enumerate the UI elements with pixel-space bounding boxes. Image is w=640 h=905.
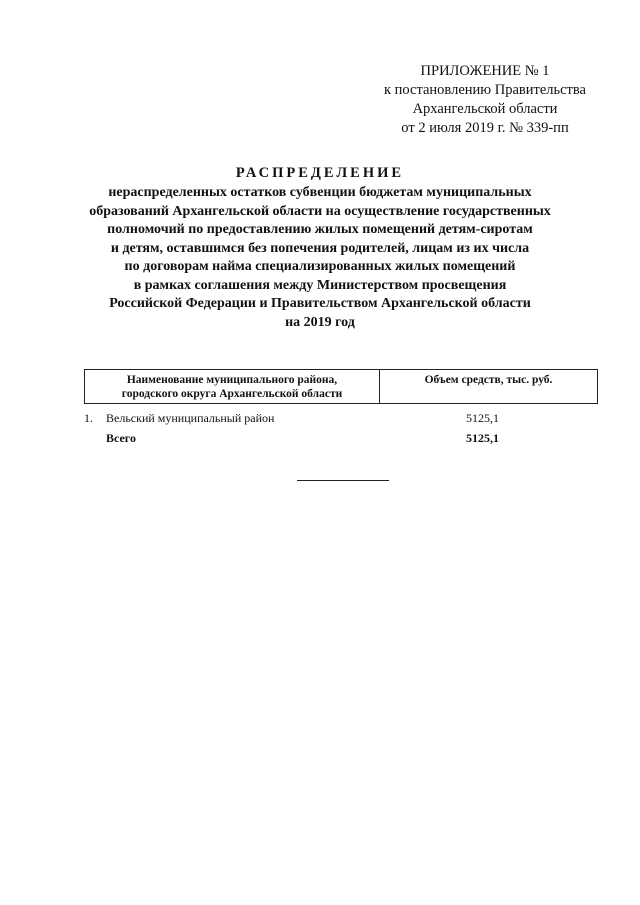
column-header-line: городского округа Архангельской области <box>121 388 343 400</box>
column-header-amount <box>380 370 598 404</box>
subtitle-line: нераспределенных остатков субвенции бюджетам муниципальных <box>108 185 532 200</box>
subtitle-line: полномочий по предоставлению жилых помещений детям-сиротам <box>107 222 533 237</box>
row-amount: 5125,1 <box>466 411 499 425</box>
row-number: 1. <box>84 411 93 425</box>
subtitle-line: в рамках соглашения между Министерством просвещения <box>133 277 507 293</box>
subtitle-line: по договорам найма специализированных жилых помещений <box>124 259 516 274</box>
subtitle-line: на 2019 год <box>285 314 355 330</box>
subtitle-line: и детям, оставшимся без попечения родителей, лицам из их числа <box>110 240 530 256</box>
document-subtitle <box>60 184 580 332</box>
subtitle-line: Российской Федерации и Правительством Архангельской области <box>109 296 531 311</box>
annex-title: ПРИЛОЖЕНИЕ № 1 <box>420 63 550 79</box>
annex-header <box>360 62 610 138</box>
document-title: РАСПРЕДЕЛЕНИЕ <box>235 165 405 181</box>
distribution-table <box>84 369 598 404</box>
total-amount: 5125,1 <box>466 431 499 445</box>
table-header-row <box>85 370 598 404</box>
annex-date-number: от 2 июля 2019 г. № 339-пп <box>401 120 569 136</box>
end-divider <box>297 480 389 481</box>
annex-reference: к постановлению Правительства <box>384 82 586 98</box>
column-header-line: Объем средств, тыс. руб. <box>424 374 553 386</box>
column-header-municipality <box>85 370 380 404</box>
total-label: Всего <box>106 431 136 445</box>
row-municipality-name: Вельский муниципальный район <box>106 411 275 425</box>
column-header-line: Наименование муниципального района, <box>126 374 338 386</box>
annex-region: Архангельской области <box>412 101 558 117</box>
subtitle-line: образований Архангельской области на осуществление государственных <box>89 203 551 219</box>
